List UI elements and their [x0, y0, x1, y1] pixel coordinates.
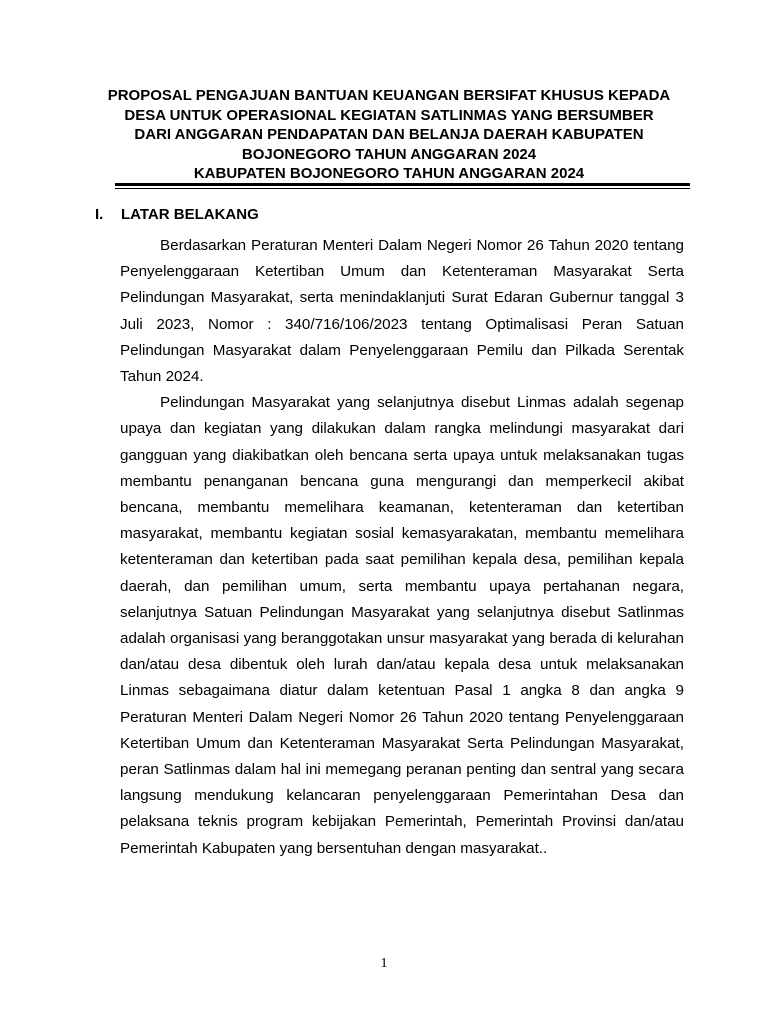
section-number: I. — [95, 206, 104, 223]
title-line-1: PROPOSAL PENGAJUAN BANTUAN KEUANGAN BERSIFAT KHUSUS KEPADA — [107, 87, 671, 104]
paragraph-1: Berdasarkan Peraturan Menteri Dalam Negeri Nomor 26 Tahun 2020 tentang Penyelenggaraan Ketertiban Umum dan Ketenteraman Masyarakat Serta Pelindungan Masyarakat, serta menindaklanjuti Surat Edaran Gubernur tanggal 3 Juli 2023, Nomor : 340/716/106/2023 tentang Optimalisasi Peran Satuan Pelindungan Masyarakat dalam Penyelenggaraan Pemilu dan Pilkada Serentak Tahun 2024. — [120, 237, 684, 386]
page-number: 1 — [380, 956, 388, 971]
section-title: LATAR BELAKANG — [121, 206, 259, 223]
title-line-4: BOJONEGORO TAHUN ANGGARAN 2024 — [241, 145, 537, 163]
section-heading — [95, 206, 259, 223]
paragraph-2: Pelindungan Masyarakat yang selanjutnya disebut Linmas adalah segenap upaya dan kegiatan yang dilakukan dalam rangka melindungi masyarakat dari gangguan yang diakibatkan oleh bencana serta upaya untuk melaksanakan tugas membantu penanganan bencana guna mengurangi dan memperkecil akibat bencana, membantu memelihara keamanan, ketenteraman dan ketertiban masyarakat, membantu kegiatan sosial kemasyarakatan, membantu memelihara ketenteraman dan ketertiban pada saat pemilihan kepala desa, pemilihan kepala daerah, dan pemilihan umum, serta membantu upaya pertahanan negara, selanjutnya Satuan Pelindungan Masyarakat yang selanjutnya disebut Satlinmas adalah organisasi yang beranggotakan unsur masyarakat yang berada di kelurahan dan/atau desa dibentuk oleh lurah dan/atau kepala desa untuk melaksanakan Linmas sebagaimana diatur dalam ketentuan Pasal 1 angka 8 dan angka 9 Peraturan Menteri Dalam Negeri Nomor 26 Tahun 2020 tentang Penyelenggaraan Ketertiban Umum dan Ketenteraman Masyarakat Serta Pelindungan Masyarakat, peran Satlinmas dalam hal ini memegang peranan penting dan sentral yang secara langsung mendukung kelancaran penyelenggaraan Pemerintahan Desa dan pelaksana teknis program kebijakan Pemerintah, Pemerintah Provinsi dan/atau Pemerintah Kabupaten yang bersentuhan dengan masyarakat.. — [120, 394, 684, 857]
body-text — [120, 233, 684, 862]
title-line-3: DARI ANGGARAN PENDAPATAN DAN BELANJA DAERAH KABUPATEN — [134, 126, 644, 144]
title-line-2: DESA UNTUK OPERASIONAL KEGIATAN SATLINMAS YANG BERSUMBER — [124, 106, 654, 124]
title-line-5: KABUPATEN BOJONEGORO TAHUN ANGGARAN 2024 — [193, 165, 585, 183]
title-divider-thick — [115, 183, 690, 186]
title-divider-thin — [115, 188, 690, 189]
document-title — [88, 86, 690, 184]
